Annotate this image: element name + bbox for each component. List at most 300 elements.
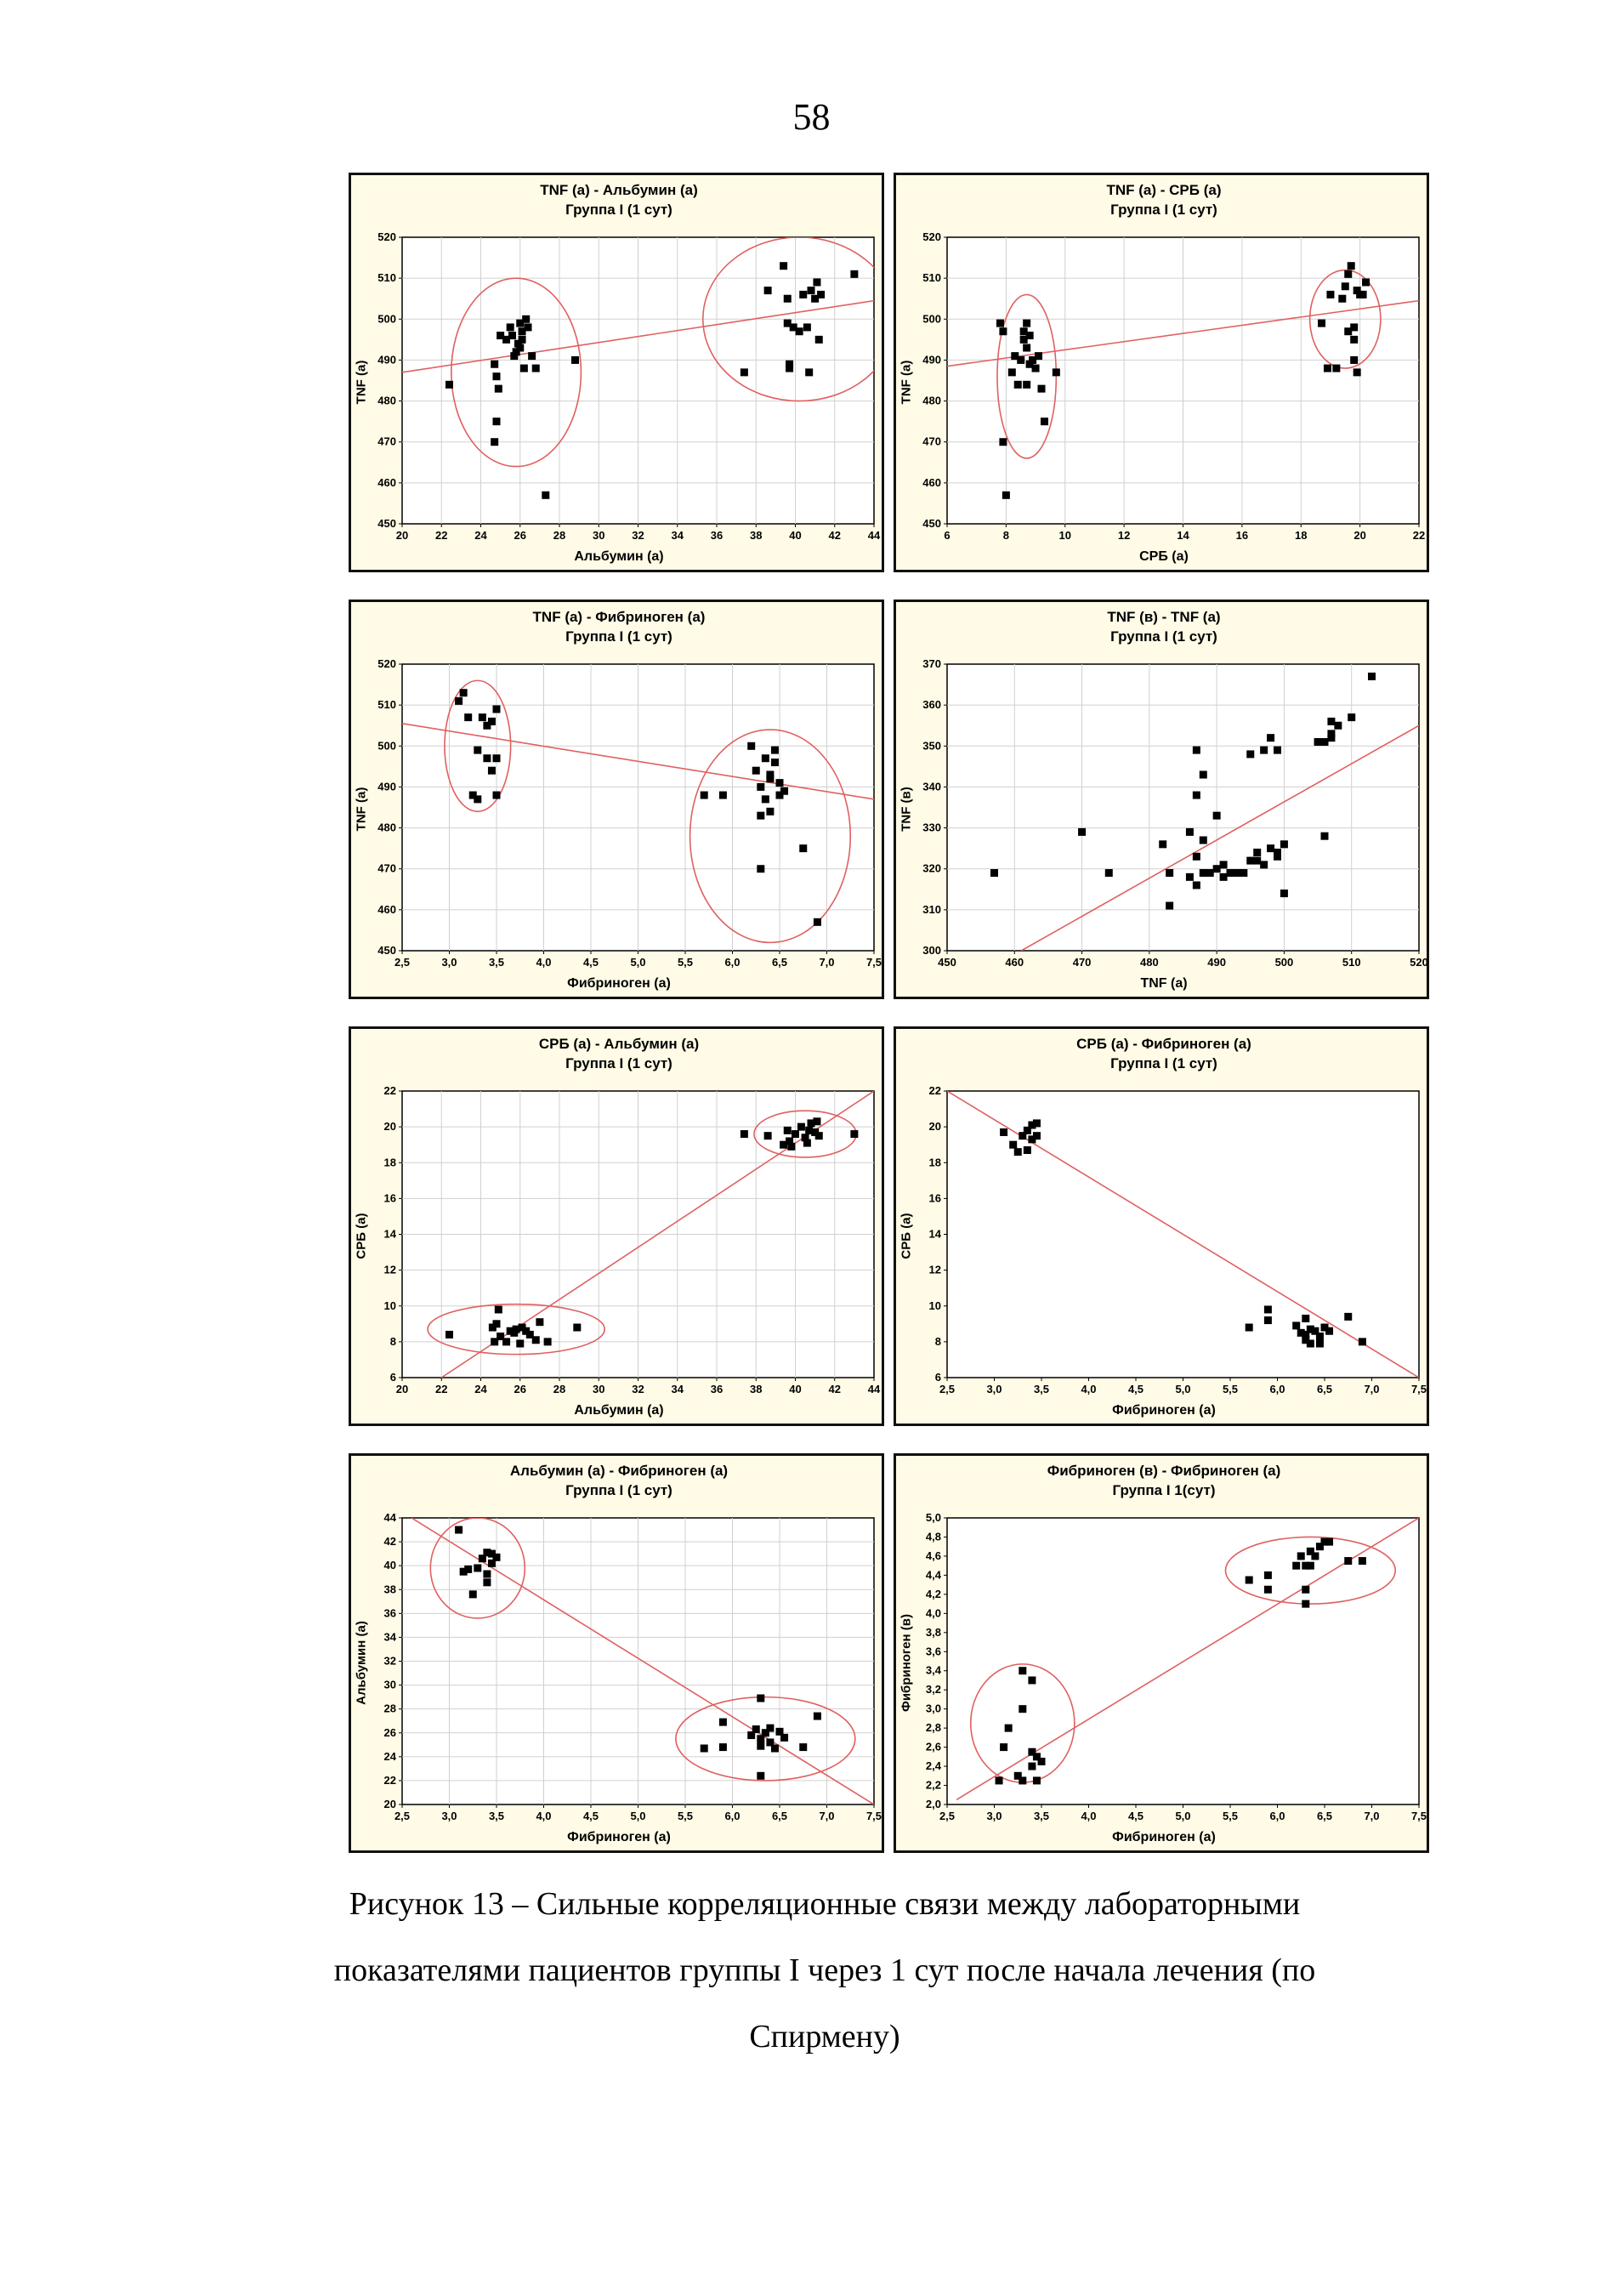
data-point	[719, 1743, 727, 1751]
x-tick-label: 8	[1002, 529, 1009, 542]
x-tick-label: 4,0	[536, 956, 552, 969]
x-tick-label: 24	[474, 1383, 487, 1395]
scatter-plot	[351, 175, 887, 575]
data-point	[1213, 812, 1221, 820]
data-point	[493, 1320, 501, 1327]
x-tick-label: 34	[671, 1383, 684, 1395]
scatter-plot	[896, 175, 1432, 575]
x-tick-label: 3,5	[488, 956, 505, 969]
data-point	[784, 295, 792, 303]
y-tick-label: 480	[377, 394, 396, 407]
data-point	[1033, 1119, 1041, 1127]
data-point	[766, 808, 774, 816]
data-point	[1264, 1316, 1272, 1324]
y-tick-label: 2,0	[925, 1798, 941, 1810]
x-tick-label: 470	[1072, 956, 1092, 969]
x-tick-label: 3,5	[1033, 1383, 1050, 1395]
x-tick-label: 5,0	[630, 956, 646, 969]
scatter-plot	[351, 1029, 887, 1429]
chart-subtitle: Группа I (1 сут)	[1110, 202, 1217, 218]
data-point	[1267, 734, 1274, 742]
x-tick-label: 7,5	[865, 1810, 882, 1822]
data-point	[771, 747, 779, 754]
y-tick-label: 350	[922, 739, 941, 753]
x-axis-label: Альбумин (а)	[574, 1403, 664, 1418]
x-tick-label: 6	[944, 529, 951, 542]
chart-subtitle: Группа I (1 сут)	[565, 1482, 672, 1498]
data-point	[764, 287, 772, 294]
data-point	[1017, 356, 1024, 364]
x-tick-label: 6,0	[724, 1810, 741, 1822]
x-tick-label: 30	[593, 1383, 605, 1395]
data-point	[1253, 857, 1261, 865]
y-tick-label: 510	[377, 271, 396, 285]
data-point	[1200, 770, 1207, 778]
y-tick-label: 330	[922, 821, 941, 834]
x-axis-label: Фибриноген (а)	[1112, 1403, 1216, 1418]
x-tick-label: 4,0	[536, 1810, 552, 1822]
data-point	[573, 1324, 581, 1332]
y-tick-label: 450	[922, 517, 941, 530]
data-point	[797, 1123, 805, 1131]
x-tick-label: 490	[1207, 956, 1226, 969]
data-point	[1316, 1333, 1324, 1340]
x-tick-label: 12	[1117, 529, 1131, 542]
data-point	[1368, 673, 1376, 680]
data-point	[1227, 869, 1234, 877]
data-point	[1009, 1141, 1017, 1149]
scatter-panel-8	[894, 1453, 1429, 1853]
data-point	[1078, 828, 1086, 836]
data-point	[701, 792, 708, 799]
data-point	[488, 718, 496, 725]
data-point	[799, 1743, 807, 1751]
data-point	[1159, 840, 1166, 848]
data-point	[1166, 869, 1173, 877]
chart-subtitle: Группа I (1 сут)	[1110, 628, 1217, 645]
y-tick-label: 500	[377, 312, 396, 326]
data-point	[1334, 722, 1342, 730]
data-point	[1348, 713, 1355, 721]
data-point	[1200, 869, 1207, 877]
data-point	[510, 1329, 518, 1337]
x-tick-label: 5,5	[677, 956, 694, 969]
data-point	[1338, 295, 1346, 303]
scatter-panel-3	[349, 600, 884, 999]
data-point	[1344, 1557, 1352, 1565]
x-tick-label: 4,0	[1081, 1383, 1097, 1395]
x-tick-label: 7,0	[819, 956, 835, 969]
y-tick-label: 320	[922, 861, 941, 875]
data-point	[1026, 332, 1034, 339]
scatter-panel-5	[349, 1026, 884, 1426]
x-tick-label: 4,5	[582, 956, 599, 969]
y-tick-label: 4,6	[925, 1549, 941, 1562]
y-tick-label: 520	[922, 230, 941, 243]
x-tick-label: 4,5	[582, 1810, 599, 1822]
data-point	[1032, 365, 1040, 372]
data-point	[1014, 1148, 1022, 1156]
x-tick-label: 6,5	[1316, 1810, 1333, 1822]
data-point	[741, 1130, 748, 1138]
data-point	[1325, 1538, 1333, 1546]
x-tick-label: 18	[1295, 529, 1308, 542]
y-tick-label: 26	[383, 1725, 396, 1739]
data-point	[1274, 747, 1281, 754]
data-point	[483, 1570, 491, 1577]
y-tick-label: 32	[383, 1654, 396, 1668]
y-tick-label: 460	[377, 902, 396, 916]
data-point	[532, 1336, 540, 1344]
y-axis-label: Альбумин (а)	[354, 1621, 369, 1705]
data-point	[491, 361, 498, 368]
data-point	[1362, 278, 1370, 286]
scatter-plot	[896, 1456, 1432, 1856]
page-number: 58	[792, 96, 831, 138]
data-point	[493, 418, 501, 425]
data-point	[493, 372, 501, 380]
data-point	[1035, 352, 1042, 360]
data-point	[999, 327, 1007, 335]
data-point	[493, 1554, 501, 1561]
data-point	[1053, 368, 1060, 376]
data-point	[1246, 750, 1254, 758]
x-tick-label: 5,0	[630, 1810, 646, 1822]
y-tick-label: 10	[383, 1299, 396, 1312]
data-point	[850, 1130, 858, 1138]
x-tick-label: 28	[553, 529, 566, 542]
data-point	[1023, 344, 1030, 351]
y-tick-label: 18	[383, 1156, 396, 1169]
y-tick-label: 460	[377, 475, 396, 489]
data-point	[525, 323, 532, 331]
data-point	[520, 365, 528, 372]
x-tick-label: 42	[828, 529, 841, 542]
data-point	[757, 1695, 764, 1702]
y-tick-label: 4,0	[925, 1606, 941, 1620]
y-tick-label: 20	[383, 1798, 396, 1810]
data-point	[1000, 1743, 1007, 1751]
data-point	[1350, 336, 1358, 344]
x-tick-label: 7,0	[1364, 1383, 1380, 1395]
y-tick-label: 30	[383, 1678, 396, 1691]
data-point	[996, 320, 1004, 327]
y-tick-label: 490	[377, 780, 396, 793]
data-point	[766, 770, 774, 778]
x-tick-label: 7,5	[1410, 1383, 1427, 1395]
data-point	[757, 865, 764, 872]
y-tick-label: 22	[383, 1773, 396, 1787]
data-point	[1302, 1586, 1309, 1594]
scatter-panel-7	[349, 1453, 884, 1853]
data-point	[1023, 381, 1030, 389]
y-tick-label: 16	[383, 1191, 396, 1205]
data-point	[1023, 320, 1030, 327]
x-tick-label: 3,0	[441, 1810, 457, 1822]
data-point	[1246, 857, 1254, 865]
x-tick-label: 26	[514, 529, 526, 542]
data-point	[1033, 1132, 1041, 1139]
x-axis-label: TNF (а)	[1140, 976, 1188, 991]
data-point	[701, 1745, 708, 1753]
x-tick-label: 2,5	[939, 1383, 956, 1395]
data-point	[445, 1331, 453, 1338]
data-point	[1267, 844, 1274, 852]
x-tick-label: 4,5	[1127, 1383, 1144, 1395]
y-tick-label: 480	[922, 394, 941, 407]
y-tick-label: 3,0	[925, 1702, 941, 1715]
data-point	[747, 742, 755, 750]
data-point	[1028, 1763, 1036, 1770]
y-tick-label: 510	[377, 698, 396, 712]
x-tick-label: 2,5	[939, 1810, 956, 1822]
data-point	[799, 844, 807, 852]
x-tick-label: 5,5	[1222, 1383, 1239, 1395]
x-tick-label: 5,0	[1175, 1810, 1191, 1822]
y-axis-label: TNF (а)	[899, 360, 914, 405]
data-point	[757, 1772, 764, 1780]
x-axis-label: Фибриноген (а)	[567, 1830, 671, 1844]
data-point	[1246, 1577, 1253, 1584]
x-tick-label: 16	[1235, 529, 1249, 542]
data-point	[571, 356, 579, 364]
data-point	[474, 1564, 481, 1571]
data-point	[460, 689, 468, 696]
data-point	[813, 278, 820, 286]
y-tick-label: 490	[922, 353, 941, 367]
y-tick-label: 36	[383, 1606, 396, 1620]
data-point	[1193, 853, 1200, 861]
data-point	[1033, 1776, 1041, 1784]
chart-title: Альбумин (а) - Фибриноген (а)	[509, 1463, 729, 1479]
data-point	[1307, 1562, 1314, 1570]
data-point	[990, 869, 998, 877]
figure-caption: Рисунок 13 – Сильные корреляционные связи между лабораторными показателями пациентов группы I через 1 сут после начала лечения (по Спирмену)	[333, 1886, 1316, 2054]
y-tick-label: 500	[922, 312, 941, 326]
y-tick-label: 4,4	[925, 1568, 941, 1582]
data-point	[1028, 1748, 1036, 1756]
data-point	[1028, 1676, 1036, 1684]
data-point	[1220, 873, 1228, 881]
data-point	[741, 368, 748, 376]
x-tick-label: 36	[710, 529, 724, 542]
data-point	[542, 492, 549, 499]
x-tick-label: 38	[750, 1383, 763, 1395]
data-point	[1002, 492, 1010, 499]
x-tick-label: 36	[710, 1383, 724, 1395]
y-axis-label: Фибриноген (в)	[899, 1614, 914, 1712]
chart-subtitle: Группа I 1(сут)	[1112, 1482, 1216, 1498]
data-point	[1041, 418, 1048, 425]
data-point	[469, 1590, 477, 1598]
data-point	[1342, 282, 1349, 290]
x-tick-label: 5,5	[1222, 1810, 1239, 1822]
x-tick-label: 20	[395, 1383, 409, 1395]
x-tick-label: 30	[593, 529, 605, 542]
y-axis-label: СРБ (а)	[354, 1213, 369, 1259]
data-point	[1253, 849, 1261, 856]
y-axis-label: СРБ (а)	[899, 1213, 914, 1259]
data-point	[752, 1725, 760, 1733]
y-tick-label: 2,6	[925, 1740, 941, 1753]
data-point	[1316, 1339, 1324, 1347]
chart-subtitle: Группа I (1 сут)	[1110, 1055, 1217, 1071]
x-tick-label: 28	[553, 1383, 566, 1395]
data-point	[1292, 1562, 1300, 1570]
y-tick-label: 6	[934, 1371, 941, 1384]
x-tick-label: 14	[1177, 529, 1189, 542]
data-point	[464, 713, 472, 721]
y-tick-label: 22	[928, 1084, 941, 1097]
x-axis-label: Фибриноген (а)	[1112, 1830, 1216, 1844]
data-point	[1292, 1321, 1300, 1329]
y-tick-label: 2,4	[925, 1759, 941, 1773]
x-tick-label: 20	[395, 529, 409, 542]
y-tick-label: 450	[377, 517, 396, 530]
x-tick-label: 6,5	[771, 956, 788, 969]
y-tick-label: 12	[383, 1263, 396, 1276]
y-tick-label: 2,8	[925, 1721, 941, 1735]
y-tick-label: 3,6	[925, 1645, 941, 1658]
x-tick-label: 6,0	[1269, 1810, 1285, 1822]
data-point	[757, 812, 764, 820]
data-point	[799, 291, 807, 298]
data-point	[1327, 730, 1335, 737]
y-tick-label: 40	[383, 1559, 396, 1572]
y-tick-label: 460	[922, 475, 941, 489]
x-tick-label: 6,5	[771, 1810, 788, 1822]
data-point	[1260, 861, 1268, 868]
x-tick-label: 34	[671, 529, 684, 542]
data-point	[1038, 385, 1046, 393]
data-point	[999, 438, 1007, 446]
x-tick-label: 510	[1342, 956, 1361, 969]
x-tick-label: 460	[1005, 956, 1024, 969]
data-point	[516, 1339, 524, 1347]
data-point	[813, 1117, 820, 1125]
data-point	[1332, 365, 1340, 372]
y-axis-label: TNF (а)	[354, 360, 369, 405]
data-point	[1233, 869, 1240, 877]
x-tick-label: 38	[750, 529, 763, 542]
y-tick-label: 450	[377, 944, 396, 957]
data-point	[780, 787, 788, 795]
y-tick-label: 3,4	[925, 1663, 941, 1677]
data-point	[786, 365, 793, 372]
data-point	[817, 291, 825, 298]
y-tick-label: 300	[922, 944, 941, 957]
y-tick-label: 28	[383, 1702, 396, 1715]
data-point	[1105, 869, 1113, 877]
y-tick-label: 42	[383, 1535, 396, 1549]
x-tick-label: 40	[789, 1383, 802, 1395]
data-point	[536, 1318, 543, 1326]
data-point	[495, 385, 502, 393]
y-tick-label: 480	[377, 821, 396, 834]
y-tick-label: 470	[377, 861, 396, 875]
x-tick-label: 5,0	[1175, 1383, 1191, 1395]
data-point	[488, 767, 496, 775]
data-point	[787, 1143, 795, 1151]
data-point	[1220, 861, 1228, 868]
data-point	[491, 438, 498, 446]
x-tick-label: 7,0	[1364, 1810, 1380, 1822]
y-tick-label: 4,2	[925, 1587, 941, 1600]
data-point	[464, 1566, 472, 1573]
chart-subtitle: Группа I (1 сут)	[565, 202, 672, 218]
chart-subtitle: Группа I (1 сут)	[565, 1055, 672, 1071]
x-tick-label: 26	[514, 1383, 526, 1395]
x-tick-label: 2,5	[394, 1810, 411, 1822]
data-point	[502, 1338, 510, 1345]
x-tick-label: 22	[435, 529, 448, 542]
data-point	[780, 1734, 788, 1742]
x-tick-label: 44	[867, 529, 881, 542]
data-point	[1359, 291, 1367, 298]
data-point	[803, 1139, 811, 1147]
data-point	[1264, 1571, 1272, 1579]
chart-title: Фибриноген (в) - Фибриноген (а)	[1047, 1463, 1281, 1479]
y-tick-label: 38	[383, 1583, 396, 1596]
data-point	[1297, 1552, 1305, 1560]
data-point	[1359, 1557, 1366, 1565]
data-point	[1344, 270, 1352, 278]
y-tick-label: 520	[377, 230, 396, 243]
data-point	[1186, 873, 1194, 881]
data-point	[757, 1742, 764, 1750]
data-point	[1302, 1600, 1309, 1608]
data-point	[815, 336, 823, 344]
data-point	[814, 918, 821, 926]
x-tick-label: 3,5	[488, 1810, 505, 1822]
data-point	[544, 1338, 552, 1345]
x-tick-label: 32	[632, 1383, 644, 1395]
y-tick-label: 12	[928, 1263, 941, 1276]
x-tick-label: 6,5	[1316, 1383, 1333, 1395]
data-point	[805, 368, 813, 376]
data-point	[474, 747, 481, 754]
data-point	[1350, 356, 1358, 364]
data-point	[507, 323, 514, 331]
y-tick-label: 8	[934, 1334, 941, 1348]
data-point	[1019, 1705, 1026, 1713]
x-tick-label: 42	[828, 1383, 841, 1395]
y-tick-label: 20	[928, 1120, 941, 1134]
y-tick-label: 22	[383, 1084, 396, 1097]
x-tick-label: 24	[474, 529, 487, 542]
y-tick-label: 24	[383, 1749, 396, 1763]
y-tick-label: 44	[383, 1511, 396, 1524]
data-point	[493, 792, 501, 799]
data-point	[1302, 1331, 1309, 1338]
x-tick-label: 480	[1140, 956, 1159, 969]
chart-title: TNF (а) - СРБ (а)	[1106, 182, 1222, 198]
y-tick-label: 510	[922, 271, 941, 285]
data-point	[1038, 1758, 1046, 1765]
data-point	[493, 705, 501, 713]
y-tick-label: 14	[383, 1227, 396, 1241]
data-point	[508, 332, 516, 339]
y-tick-label: 6	[389, 1371, 396, 1384]
data-point	[1193, 792, 1200, 799]
data-point	[784, 1127, 792, 1134]
data-point	[493, 754, 501, 762]
y-axis-label: TNF (а)	[354, 787, 369, 832]
data-point	[1326, 291, 1334, 298]
x-tick-label: 500	[1274, 956, 1294, 969]
x-tick-label: 40	[789, 529, 802, 542]
chart-title: СРБ (а) - Фибриноген (а)	[1076, 1036, 1251, 1052]
